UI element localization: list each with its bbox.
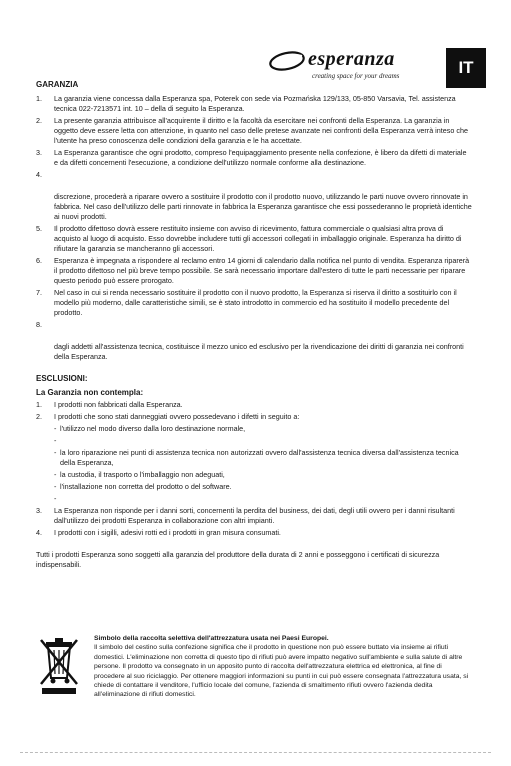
item-text: dagli addetti all'assistenza tecnica, costituisce il mezzo unico ed esclusivo per la rivendicazione dei diritti di garanzia nei confronti della Esperanza. <box>54 342 464 361</box>
item-text: La garanzia viene concessa dalla Esperanza spa, Poterek con sede via Pozmańska 129/133, 05-850 Varsavia, Tel. assistenza tecnica 022-7213571 int. 10 – della di seguito la Esperanza. <box>54 94 456 113</box>
item-number: 1. <box>36 400 42 409</box>
item-text: I prodotti con i sigilli, adesivi rotti ed i prodotti in gran misura consumati. <box>54 528 281 537</box>
item-text: I prodotti che sono stati danneggiati ovvero possedevano i difetti in seguito a: <box>54 412 300 421</box>
item-text: I prodotti non fabbricati dalla Esperanza. <box>54 400 183 409</box>
list-item <box>36 116 472 146</box>
bullet-item <box>36 494 472 504</box>
brand-name: esperanza <box>308 48 395 70</box>
section-title-esclusioni: ESCLUSIONI: <box>36 374 88 383</box>
list-item <box>36 412 472 422</box>
crossed-bin-icon <box>36 636 82 696</box>
list-item <box>36 528 472 538</box>
item-text: discrezione, procederà a riparare ovvero a sostituire il prodotto con il prodotto nuovo, utilizzando le parti nuove ovvero rinnovate in fabbrica. Nel caso dell'utilizzo delle parti rinnovate in fabbrica la Esperanza garantisce che essi possederanno le proprietà identiche ai nuovi prodotti. <box>54 192 472 221</box>
weee-title: Simbolo della raccolta selettiva dell'attrezzatura usata nei Paesi Europei. <box>94 635 329 642</box>
bullet-item <box>36 436 472 446</box>
bullet-item: - l'installazione non corretta del prodotto o del software. <box>36 482 472 492</box>
bullet-item: - l'utilizzo nel modo diverso dalla loro destinazione normale, <box>36 424 472 434</box>
list-item <box>36 506 472 526</box>
swoosh-logo-icon <box>268 50 306 72</box>
item-number: 6. <box>36 256 42 265</box>
list-item <box>36 192 472 222</box>
warranty-content <box>36 80 472 570</box>
item-text: La Esperanza garantisce che ogni prodotto, compreso l'equipaggiamento presente nella confezione, è libero da difetti di materiale e da difetti concernenti l'esecuzione, a condizione dell'utilizzo normale conforme alla destinazione. <box>54 148 467 167</box>
list-item <box>36 256 472 286</box>
list-item <box>36 320 472 330</box>
list-item <box>36 342 472 362</box>
bullet-item: - la custodia, il trasporto o l'imballaggio non adeguati, <box>36 470 472 480</box>
item-text: Il prodotto difettoso dovrà essere restituito insieme con avviso di ricevimento, fattura commerciale o qualsiasi altra prova di acquisto al luogo di acquisto. Esso dovrebbe includere tutti gli accessori collegati in imballaggio originale. Esperanza ha diritto di rifiutare la garanzia se mancheranno gli accessori. <box>54 224 462 253</box>
item-number: 5. <box>36 224 42 233</box>
item-text: Esperanza è impegnata a rispondere al reclamo entro 14 giorni di calendario dalla notifica nel punto di vendita. Esperanza riparerà il prodotto difettoso nel più breve tempo possibile. Se sarà necessario importare dall'estero di tutte le parti necessarie per riparare questo periodo può essere prorogato. <box>54 256 470 285</box>
list-item <box>36 224 472 254</box>
closing-paragraph: Tutti i prodotti Esperanza sono soggetti alla garanzia del produttore della durata di 2 anni e posseggono i certificati di sicurezza indispensabili. <box>36 550 440 569</box>
item-number: 4. <box>36 528 42 537</box>
language-badge: IT <box>446 48 486 88</box>
item-number: 2. <box>36 116 42 125</box>
list-item <box>36 148 472 168</box>
weee-text: Il simbolo del cestino sulla confezione significa che il prodotto in questione non può essere buttato via insieme ai rifiuti domestici. L'eliminazione non corretta di questo tipo di rifiuti può avere impatto negativo sull'ambiente e sulla salute di altre persone. Il prodotto va consegnato in un apposito punto di raccolta dell'attrezzatura elettrica ed elettronica, al fine di procedere al suo riciclaggio. Per ottenere maggiori informazioni su punti in cui può essere consegnata l'attrezzatura usata, si chiede di contattare il venditore, l'ufficio locale del comune, l'azienda di smaltimento rifiuti ovvero l'azienda dedita all'eliminazione di rifiuti domestici. <box>94 644 469 699</box>
garanzia-list <box>36 94 472 362</box>
item-number: 2. <box>36 412 42 421</box>
footer-divider <box>20 752 491 753</box>
section-title-garanzia: GARANZIA <box>36 80 79 89</box>
item-text: La Esperanza non risponde per i danni sorti, concernenti la perdita del business, dei dati, degli utili ovvero per i danni risultanti dall'utilizzo dei prodotti Esperanza in collaborazione con altri impianti. <box>54 506 455 525</box>
list-item <box>36 400 472 410</box>
bullet-item: - la loro riparazione nei punti di assistenza tecnica non autorizzati ovvero dall'assistenza tecnica diversa dall'assistenza tecnica della Esperanza, <box>36 448 472 468</box>
item-number: 3. <box>36 148 42 157</box>
item-number: 3. <box>36 506 42 515</box>
item-text: La presente garanzia attribuisce all'acquirente il diritto e la facoltà da esercitare nei confronti della Esperanza. La garanzia in oggetto deve essere letta con attenzione, in quanto nel caso delle pretese avanzate nei confronti della Esperanza verrà inteso che l'utente ha preso conoscenza delle condizioni della garanzia e le ha accettate. <box>54 116 468 145</box>
list-item <box>36 170 472 180</box>
list-item <box>36 94 472 114</box>
esclusioni-list-after <box>36 506 472 538</box>
item-number: 1. <box>36 94 42 103</box>
esclusioni-list <box>36 400 472 422</box>
item-number: 4. <box>36 170 42 179</box>
item-text: Nel caso in cui si renda necessario sostituire il prodotto con il nuovo prodotto, la Esperanza si riserva il diritto a sostituirlo con il modello più moderno, dalle caratteristiche simili, se è stato introdotto in commercio ed ha sostituito il modello precedente del prodotto. <box>54 288 457 317</box>
item-number: 7. <box>36 288 42 297</box>
item-number: 8. <box>36 320 42 329</box>
section-subtitle-esclusioni: La Garanzia non contempla: <box>36 388 144 397</box>
brand-slogan: creating space for your dreams <box>312 72 400 80</box>
list-item <box>36 288 472 318</box>
esclusioni-bullets <box>36 424 472 504</box>
